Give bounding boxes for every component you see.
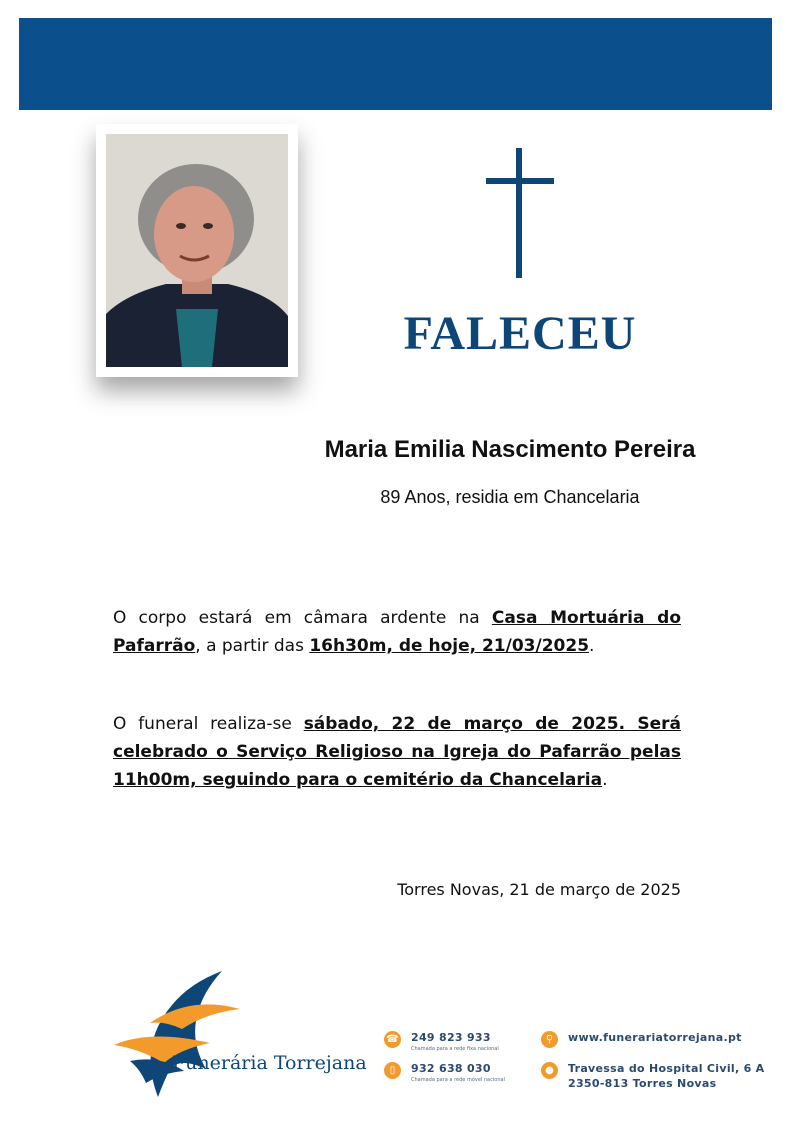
cross-icon [486,148,554,278]
brand-name: Funerária Torrejana [172,1052,367,1074]
wake-time: 16h30m, de hoje, 21/03/2025 [309,636,590,656]
faleceu-heading: FALECEU [403,307,637,360]
header-banner [19,18,772,110]
wake-paragraph: O corpo estará em câmara ardente na Casa Mortuária do Pafarrão, a partir das 16h30m, de hoje, 21/03/2025. [113,608,681,656]
dateline: Torres Novas, 21 de março de 2025 [397,880,681,899]
phone-icon: ☎ [384,1031,401,1048]
location-pin-icon: ● [541,1062,558,1079]
age-residence: 89 Anos, residia em Chancelaria [380,487,640,507]
portrait-frame [96,124,298,377]
link-icon: ⚲ [541,1031,558,1048]
wake-location: Casa Mortuária do Pafarrão [113,608,681,656]
deceased-name: Maria Emilia Nascimento Pereira [324,436,696,463]
funeral-paragraph: O funeral realiza-se sábado, 22 de março de 2025. Será celebrado o Serviço Religioso na Igreja do Pafarrão pelas 11h00m, seguindo para o cemitério da Chancelaria. [113,714,681,790]
funeraria-logo-icon [110,965,340,1105]
funeral-details: sábado, 22 de março de 2025. Será celebrado o Serviço Religioso na Igreja do Pafarrão pelas 11h00m, seguindo para o cemitério da Chancelaria [113,714,681,790]
portrait-photo [106,134,288,367]
mobile-phone-icon: ▯ [384,1062,401,1079]
